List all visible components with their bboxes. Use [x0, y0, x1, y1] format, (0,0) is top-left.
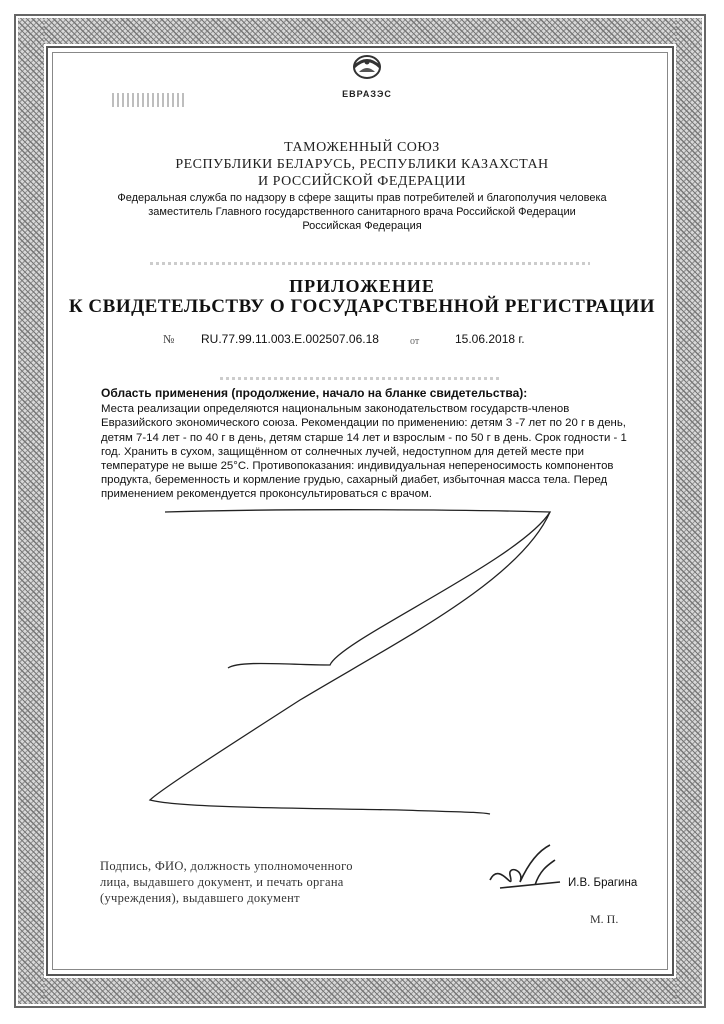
signature-caption-line-3: (учреждения), выдавшего документ — [100, 891, 300, 905]
faint-separator — [150, 262, 590, 265]
scope-text: Места реализации определяются национальным законодательством государств-членов Евразийского экономического союза. Рекомендации по применению: детям 3 -7 лет по 20 г в день, детям 7-14 лет - по 40 г в день, детям старше 14 лет и взрослым - по 50 г в день. Срок годности - 1 год. Хранить в сухом, защищённом от солнечных лучей, недоступном для детей месте при температуре не выше 25°С. Противопоказания: индивидуальная непереносимость компонентов продукта, беременность и кормление грудью, сахарный диабет, избыточная масса тела. Перед применением рекомендуется проконсультироваться с врачом. — [101, 403, 627, 501]
agency-line-3: Российская Федерация — [302, 220, 422, 232]
document-subtitle: К СВИДЕТЕЛЬСТВУ О ГОСУДАРСТВЕННОЙ РЕГИСТРАЦИИ — [68, 296, 656, 317]
stamp-label: М. П. — [590, 912, 619, 926]
emblem-label: ЕВРАЗЭС — [342, 89, 392, 99]
agency-line-2: заместитель Главного государственного санитарного врача Российской Федерации — [148, 206, 576, 218]
union-line-1: ТАМОЖЕННЫЙ СОЮЗ — [284, 140, 440, 155]
number-prefix: № — [163, 332, 175, 346]
registration-number: RU.77.99.11.003.E.002507.06.18 — [201, 332, 379, 346]
document-title: ПРИЛОЖЕНИЕ — [289, 276, 435, 296]
blank-serial-number — [112, 93, 184, 107]
union-line-3: И РОССИЙСКОЙ ФЕДЕРАЦИИ — [258, 174, 466, 189]
registration-date: 15.06.2018 г. — [455, 332, 525, 346]
handwritten-signature — [480, 840, 570, 900]
date-prefix: от — [410, 336, 420, 347]
signer-name: И.В. Брагина — [568, 877, 638, 889]
signature-caption-line-2: лица, выдавшего документ, и печать органа — [100, 875, 344, 889]
union-line-2: РЕСПУБЛИКИ БЕЛАРУСЬ, РЕСПУБЛИКИ КАЗАХСТАН — [175, 157, 549, 172]
signature-caption — [100, 858, 420, 906]
signature-caption-line-1: Подпись, ФИО, должность уполномоченного — [100, 859, 353, 873]
scope-section — [101, 386, 631, 502]
scope-heading: Область применения (продолжение, начало на бланке свидетельства): — [101, 386, 528, 400]
eurasec-emblem-icon — [345, 52, 389, 82]
eurasec-emblem — [332, 52, 402, 102]
agency-line-1: Федеральная служба по надзору в сфере защиты прав потребителей и благополучия человека — [117, 192, 607, 204]
faint-separator — [220, 377, 500, 380]
